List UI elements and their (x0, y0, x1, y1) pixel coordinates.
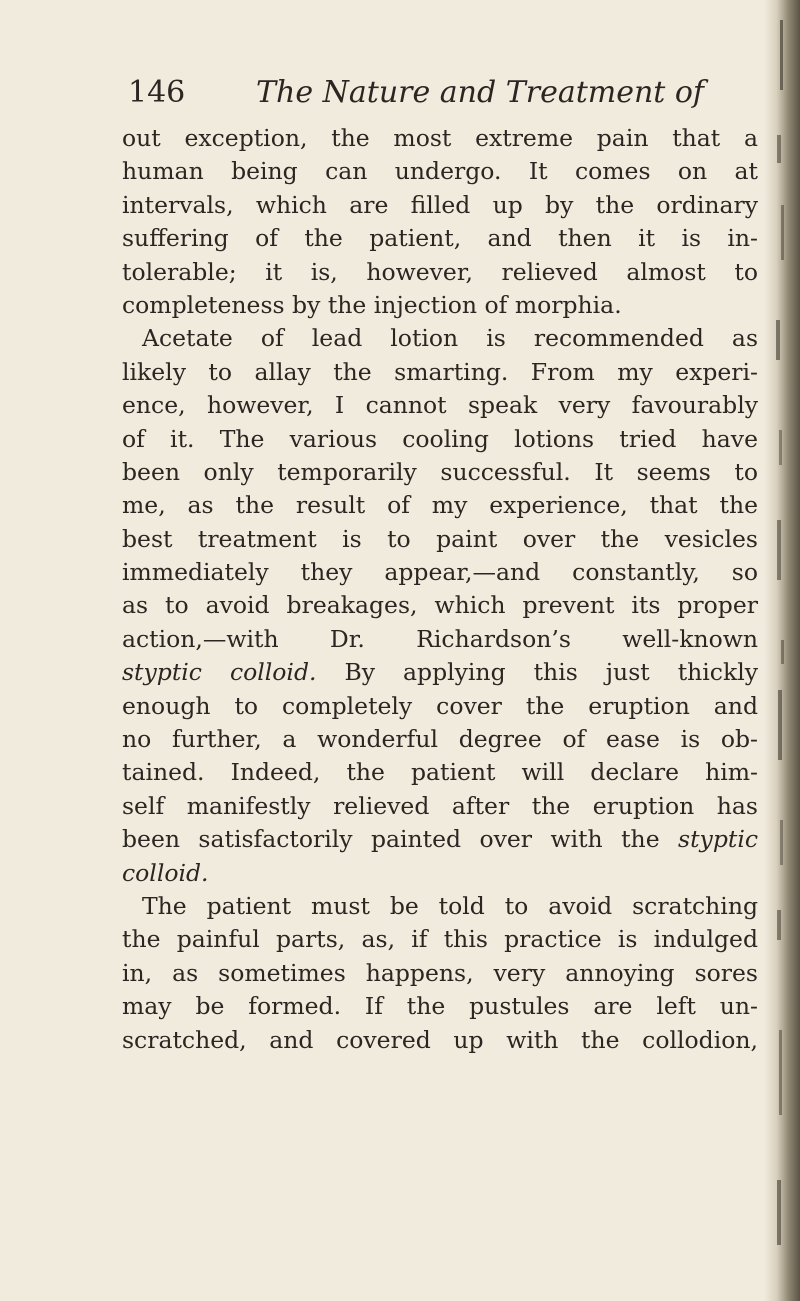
text-line: the painful parts, as, if this practice is indulged (122, 925, 758, 954)
text-line: The patient must be told to avoid scratching (142, 891, 758, 920)
text-line: no further, a wonderful degree of ease is ob- (122, 725, 758, 754)
running-header (128, 73, 748, 113)
text-line: completeness by the injection of morphia. (122, 290, 622, 319)
text-line (122, 823, 758, 856)
text-line: as to avoid breakages, which prevent its proper (122, 591, 758, 620)
text-line: human being can undergo. It comes on at (122, 157, 758, 186)
text-line: best treatment is to paint over the vesicles (122, 524, 758, 553)
text-line: ence, however, I cannot speak very favourably (122, 391, 758, 420)
styptic-colloid-emphasis: styptic colloid. (122, 658, 317, 687)
text-line: self manifestly relieved after the eruption has (122, 791, 758, 820)
running-title: The Nature and Treatment of (256, 75, 705, 110)
text-line: immediately they appear,—and constantly, so (122, 558, 758, 587)
styptic-emphasis: styptic (678, 825, 758, 854)
page-number: 146 (128, 75, 186, 110)
text-line: out exception, the most extreme pain that a (122, 124, 758, 152)
text-line: likely to allay the smarting. From my experi- (122, 357, 758, 386)
text-line: been only temporarily successful. It seems to (122, 457, 758, 486)
text-line-continuation: By applying this just thickly (344, 658, 758, 687)
text-line: tolerable; it is, however, relieved almost to (122, 257, 758, 286)
text-line: intervals, which are filled up by the ordinary (122, 190, 758, 219)
text-line (122, 656, 758, 689)
body-text (122, 122, 758, 1057)
text-line: may be formed. If the pustules are left un- (122, 992, 758, 1021)
text-line: suffering of the patient, and then it is in- (122, 224, 758, 253)
text-line: enough to completely cover the eruption and (122, 691, 758, 720)
page-edge-marks (772, 0, 792, 1301)
text-line: me, as the result of my experience, that the (122, 491, 758, 520)
text-line-start: been satisfactorily painted over with the (122, 825, 660, 854)
text-line: in, as sometimes happens, very annoying sores (122, 958, 758, 987)
colloid-emphasis: colloid. (122, 858, 209, 887)
text-line: scratched, and covered up with the collodion, (122, 1025, 758, 1054)
text-line: action,—with Dr. Richardson’s well-known (122, 624, 758, 653)
text-line: of it. The various cooling lotions tried have (122, 424, 758, 453)
text-line: Acetate of lead lotion is recommended as (142, 324, 758, 353)
text-line: tained. Indeed, the patient will declare him- (122, 758, 758, 787)
